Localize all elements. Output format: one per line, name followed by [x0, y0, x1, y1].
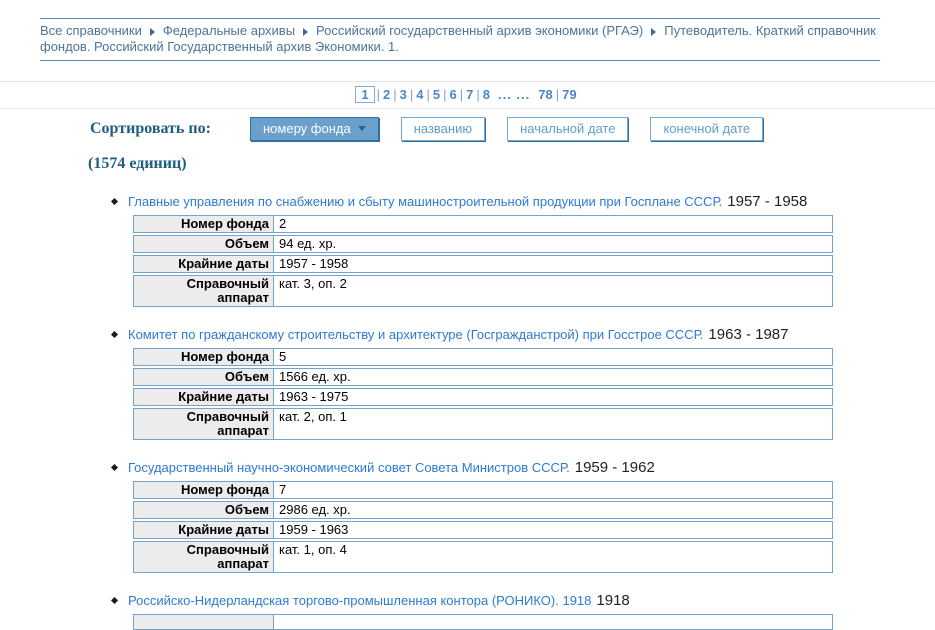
table-row	[133, 614, 833, 630]
pagination-separator: |	[459, 87, 464, 102]
field-value: 5	[279, 349, 287, 364]
pagination-page-link[interactable]: 8	[482, 87, 490, 102]
field-label: Крайние даты	[134, 522, 274, 538]
breadcrumb-arrow-icon	[651, 28, 656, 36]
pagination-ellipsis: ... ...	[497, 87, 531, 102]
fond-title-row	[112, 326, 935, 344]
fond-list-item	[112, 592, 935, 630]
sort-label: Сортировать по:	[90, 120, 211, 137]
sort-button-fond-number[interactable]	[250, 117, 379, 141]
pagination-page-link[interactable]: 3	[399, 87, 407, 102]
sort-button-label: начальной дате	[520, 121, 616, 136]
table-row	[133, 541, 833, 573]
table-row	[133, 368, 833, 386]
pagination-separator: |	[443, 87, 447, 102]
fond-title-link[interactable]: Главные управления по снабжению и сбыту машиностроительной продукции при Госплане СССР.	[128, 194, 723, 209]
pagination-page-link[interactable]: 2	[383, 87, 391, 102]
field-value: 1957 - 1958	[279, 256, 349, 271]
pagination	[0, 81, 935, 109]
breadcrumb-item: Путеводитель. Краткий справочник фондов. Российский Государственный архив Экономики. 1.	[40, 23, 876, 54]
fond-title-link[interactable]: Российско-Нидерландская торгово-промышленная контора (РОНИКО). 1918	[128, 593, 592, 608]
fond-details-table	[133, 215, 833, 307]
breadcrumb	[40, 18, 880, 61]
table-row	[133, 235, 833, 253]
field-value: кат. 1, оп. 4	[279, 542, 347, 557]
field-label: Объем	[134, 502, 274, 518]
pagination-current-page: 1	[355, 86, 374, 103]
field-label: Справочный аппарат	[134, 542, 274, 572]
table-row	[133, 388, 833, 406]
fond-dates-label: 1957 - 1958	[727, 193, 808, 210]
pagination-page-link[interactable]: 79	[562, 87, 577, 102]
breadcrumb-item[interactable]: Российский государственный архив экономики (РГАЭ)	[316, 23, 644, 38]
fond-details-table	[133, 614, 833, 630]
breadcrumb-item[interactable]: Федеральные архивы	[162, 23, 296, 38]
fond-list-item	[112, 193, 935, 307]
fond-title-row	[112, 592, 935, 610]
breadcrumb-arrow-icon	[303, 28, 308, 36]
sort-button-end-date[interactable]	[650, 117, 763, 141]
table-row	[133, 501, 833, 519]
bullet-icon	[111, 597, 118, 604]
field-value: 2986 ед. хр.	[279, 502, 351, 517]
fond-dates-label: 1963 - 1987	[708, 326, 789, 343]
results-count: (1574 единиц)	[88, 155, 187, 172]
table-row	[133, 255, 833, 273]
field-value	[274, 615, 832, 629]
field-label: Крайние даты	[134, 389, 274, 405]
caret-down-icon	[358, 126, 366, 131]
fond-list	[112, 193, 935, 630]
sort-button-label: названию	[413, 121, 473, 136]
table-row	[133, 521, 833, 539]
field-label: Крайние даты	[134, 256, 274, 272]
pagination-separator: |	[555, 87, 560, 102]
field-value: 1959 - 1963	[279, 522, 349, 537]
fond-list-item	[112, 326, 935, 440]
pagination-separator: |	[376, 87, 380, 102]
field-value: 7	[279, 482, 287, 497]
field-value: 2	[279, 216, 287, 231]
bullet-icon	[111, 331, 118, 338]
breadcrumb-item[interactable]: Все справочники	[40, 23, 142, 38]
fond-title-link[interactable]: Комитет по гражданскому строительству и архитектуре (Госгражданстрой) при Госстрое СССР.	[128, 327, 704, 342]
field-value: 94 ед. хр.	[279, 236, 337, 251]
sort-button-name[interactable]	[401, 117, 485, 141]
table-row	[133, 481, 833, 499]
page	[0, 18, 935, 630]
sort-bar	[90, 117, 935, 141]
pagination-page-link[interactable]: 5	[432, 87, 441, 102]
sort-buttons	[250, 117, 785, 141]
sort-button-label: конечной дате	[663, 121, 751, 136]
fond-dates-label: 1959 - 1962	[574, 459, 655, 476]
bullet-icon	[111, 198, 118, 205]
field-value: кат. 2, оп. 1	[279, 409, 347, 424]
field-label: Справочный аппарат	[134, 276, 274, 306]
fond-details-table	[133, 348, 833, 440]
pagination-page-link[interactable]: 7	[466, 87, 474, 102]
field-label: Объем	[134, 236, 274, 252]
field-value: кат. 3, оп. 2	[279, 276, 347, 291]
pagination-page-link[interactable]: 4	[416, 87, 424, 102]
table-row	[133, 348, 833, 366]
field-label: Номер фонда	[134, 349, 274, 365]
pagination-separator: |	[426, 87, 430, 102]
fond-list-item	[112, 459, 935, 573]
pagination-separator: |	[476, 87, 480, 102]
field-label: Номер фонда	[134, 216, 274, 232]
field-label	[134, 615, 274, 629]
fond-details-table	[133, 481, 833, 573]
table-row	[133, 215, 833, 233]
breadcrumb-arrow-icon	[150, 28, 155, 36]
fond-dates-label: 1918	[596, 592, 630, 609]
field-label: Объем	[134, 369, 274, 385]
pagination-separator: |	[393, 87, 397, 102]
table-row	[133, 275, 833, 307]
pagination-page-link[interactable]: 78	[538, 87, 553, 102]
field-value: 1566 ед. хр.	[279, 369, 351, 384]
field-label: Номер фонда	[134, 482, 274, 498]
sort-button-label: номеру фонда	[263, 121, 351, 136]
sort-button-start-date[interactable]	[507, 117, 628, 141]
fond-title-row	[112, 459, 935, 477]
field-label: Справочный аппарат	[134, 409, 274, 439]
fond-title-row	[112, 193, 935, 211]
pagination-page-link[interactable]: 6	[449, 87, 457, 102]
table-row	[133, 408, 833, 440]
fond-title-link[interactable]: Государственный научно-экономический совет Совета Министров СССР.	[128, 460, 570, 475]
bullet-icon	[111, 464, 118, 471]
field-value: 1963 - 1975	[279, 389, 349, 404]
pagination-separator: |	[409, 87, 414, 102]
